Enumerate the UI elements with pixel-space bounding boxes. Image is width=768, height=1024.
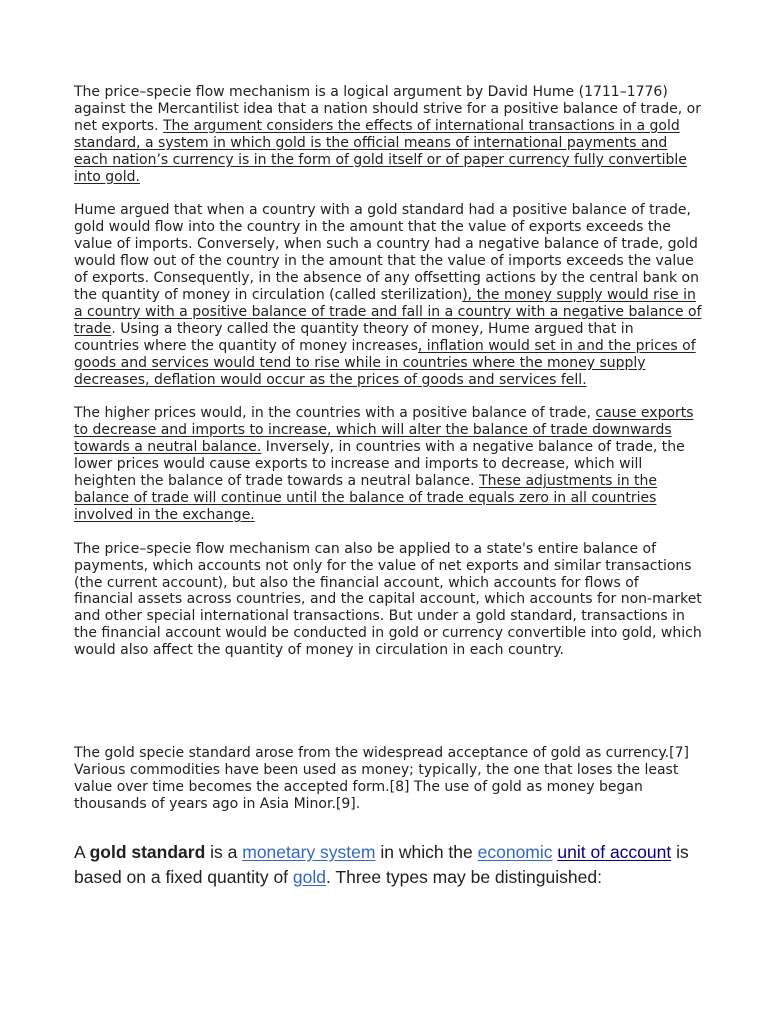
link-monetary-system[interactable]: monetary system <box>242 841 376 862</box>
underlined-text-run: , inflation would set in and the prices of goods and services would tend to rise while in countries where the money supply decreases, deflation would occur as the prices of goods and services fell. <box>74 337 696 388</box>
lead-text: is a <box>205 841 243 862</box>
paragraph-gold-standard-definition <box>74 840 702 890</box>
underlined-text-run: cause exports to decrease and imports to increase, which will alter the balance of trade downwards towards a neutral balance. <box>74 405 694 456</box>
link-economic[interactable]: economic <box>477 841 553 862</box>
document-body <box>74 84 702 907</box>
text-run: The price–specie flow mechanism can also be applied to a state's entire balance of payments, which accounts not only for the value of net exports and similar transactions (the current account), but also the financial account, which accounts for flows of financial assets across countries, and the capital account, which accounts for non-market and other special international transactions. But under a gold standard, transactions in the financial account would be conducted in gold or currency convertible into gold, which would also affect the quantity of money in circulation in each country. <box>74 540 702 659</box>
text-run: Inversely, in countries with a negative balance of trade, the lower prices would cause exports to increase and imports to decrease, which will heighten the balance of trade towards a neutral balance. <box>74 439 685 490</box>
text-run: . Using a theory called the quantity theory of money, Hume argued that in countries where the quantity of money increases <box>74 320 634 354</box>
link-gold[interactable]: gold <box>292 866 326 887</box>
text-run: The gold specie standard arose from the widespread acceptance of gold as currency.[7] Various commodities have been used as money; typically, the one that loses the least value over time becomes the accepted form.[8] The use of gold as money began thousands of years ago in Asia Minor.[9]. <box>74 745 689 812</box>
lead-text: is based on a fixed quantity of <box>74 841 689 887</box>
term-gold-standard: gold standard <box>89 841 206 862</box>
underlined-text-run: The argument considers the effects of international transactions in a gold standard, a system in which gold is the official means of international payments and each nation’s currency is in the form of gold itself or of paper currency fully convertible into gold. <box>74 117 687 185</box>
lead-text: . Three types may be distinguished: <box>326 866 602 887</box>
text-run: The price–specie flow mechanism is a logical argument by David Hume (1711–1776) against the Mercantilist idea that a nation should strive for a positive balance of trade, or net exports. <box>74 84 701 134</box>
underlined-text-run: These adjustments in the balance of trade will continue until the balance of trade equals zero in all countries involved in the exchange. <box>74 473 658 523</box>
paragraph-gold-specie-standard <box>74 745 702 813</box>
paragraph-balance-of-payments <box>74 541 702 659</box>
underlined-text-run: ), the money supply would rise in a country with a positive balance of trade and fall in a country with a negative balance of trade <box>74 286 702 337</box>
paragraph-higher-prices <box>74 405 702 523</box>
text-run: The higher prices would, in the countries with a positive balance of trade, <box>74 405 596 422</box>
lead-text: A <box>74 841 90 862</box>
paragraph-price-specie-flow <box>74 84 702 185</box>
text-run: Hume argued that when a country with a gold standard had a positive balance of trade, gold would flow into the country in the amount that the value of exports exceeds the value of imports. Conversely, when such a country had a negative balance of trade, gold would flow out of the country in the amount that the value of imports exceeds the value of exports. Consequently, in the absence of any offsetting actions by the central bank on the quantity of money in circulation (called sterilization <box>74 202 699 303</box>
lead-text: in which the <box>375 841 478 862</box>
paragraph-hume-argument <box>74 202 702 388</box>
link-unit-of-account[interactable]: unit of account <box>557 841 672 862</box>
